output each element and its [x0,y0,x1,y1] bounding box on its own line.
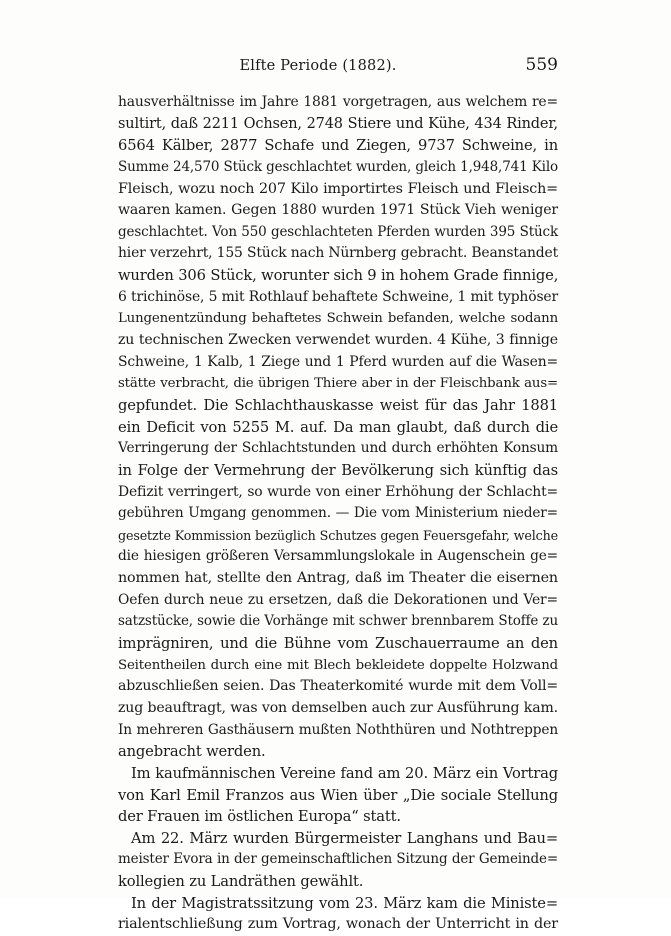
text-line: der Frauen im östlichen Europa“ statt. [118,808,401,826]
paragraph [118,893,558,936]
paragraph [118,828,558,893]
text-line: Oefen durch neue zu ersetzen, daß die Dekorationen und Ver= [118,591,558,608]
running-head [118,55,558,80]
text-line: hier verzehrt, 155 Stück nach Nürnberg gebracht. Beanstandet [118,245,558,262]
text-line: sultirt, daß 2211 Ochsen, 2748 Stiere und Kühe, 434 Rinder, [118,115,558,132]
text-line: rialentschließung zum Vortrag, wonach der Unterricht in der [118,916,558,933]
text-line: Defizit verringert, so wurde von einer Erhöhung der Schlacht= [118,483,558,500]
text-line: zu technischen Zwecken verwendet wurden. 4 Kühe, 3 finnige [118,332,558,349]
text-line: Seitentheilen durch eine mit Blech bekleidete doppelte Holzwand [118,657,558,673]
text-line: imprägniren, und die Bühne vom Zuschauerraume an den [118,635,558,653]
running-title: Elfte Periode (1882). [239,58,397,74]
text-line: ein Deficit von 5255 M. auf. Da man glaubt, daß durch die [118,418,558,436]
text-line: satzstücke, sowie die Vorhänge mit schwer brennbarem Stoffe zu [118,613,558,630]
text-line: Im kaufmännischen Vereine fand am 20. März ein Vortrag [131,764,558,782]
text-line: gepfundet. Die Schlachthauskasse weist für das Jahr 1881 [118,396,558,414]
text-line: In der Magistratssitzung vom 23. März kam die Ministe= [131,894,558,912]
text-line: Schweine, 1 Kalb, 1 Ziege und 1 Pferd wurden auf die Wasen= [118,353,558,370]
text-line: gebühren Umgang genommen. — Die vom Ministerium nieder= [118,505,558,522]
page-number: 559 [525,55,558,75]
text-line: nommen hat, stellte den Antrag, daß im Theater die eisernen [118,570,558,587]
text-line: kollegien zu Landräthen gewählt. [118,873,364,891]
text-line: geschlachtet. Von 550 geschlachteten Pferden wurden 395 Stück [118,223,558,240]
text-line: waaren kamen. Gegen 1880 wurden 1971 Stück Vieh weniger [118,202,558,219]
text-line: in Folge der Vermehrung der Bevölkerung sich künftig das [118,461,558,479]
text-line: Am 22. März wurden Bürgermeister Langhans und Bau= [131,829,558,847]
text-line: stätte verbracht, die übrigen Thiere aber in der Fleischbank aus= [118,376,558,392]
text-line: wurden 306 Stück, worunter sich 9 in hohem Grade finnige, [118,267,559,285]
text-line: Verringerung der Schlachtstunden und durch erhöhten Konsum [118,440,558,457]
text-line: von Karl Emil Franzos aus Wien über „Die sociale Stellung [118,786,558,804]
text-line: 6 trichinöse, 5 mit Rothlauf behaftete Schweine, 1 mit typhöser [118,288,558,305]
text-line: Summe 24,570 Stück geschlachtet wurden, gleich 1,948,741 Kilo [118,158,558,175]
text-line: Lungenentzündung behaftetes Schwein befanden, welche sodann [118,311,558,327]
text-line: meister Evora in der gemeinschaftlichen Sitzung der Gemeinde= [118,851,558,868]
text-line: die hiesigen größeren Versammlungslokale in Augenschein ge= [118,548,558,565]
text-line: zug beauftragt, was von demselben auch zur Ausführung kam. [118,699,558,716]
text-line: Fleisch, wozu noch 207 Kilo importirtes Fleisch und Fleisch= [118,180,558,197]
body-text [118,92,558,936]
text-line: hausverhältnisse im Jahre 1881 vorgetragen, aus welchem re= [118,94,558,110]
text-line: In mehreren Gasthäusern mußten Noththüren und Nothtreppen [118,721,558,738]
text-line: abzuschließen seien. Das Theaterkomité wurde mit dem Voll= [118,678,558,695]
text-line: angebracht werden. [118,743,266,761]
text-line: gesetzte Kommission bezüglich Schutzes gegen Feuersgefahr, welche [118,527,558,543]
paragraph [118,92,558,763]
paragraph [118,763,558,828]
text-line: 6564 Kälber, 2877 Schafe und Ziegen, 9737 Schweine, in [118,137,558,155]
